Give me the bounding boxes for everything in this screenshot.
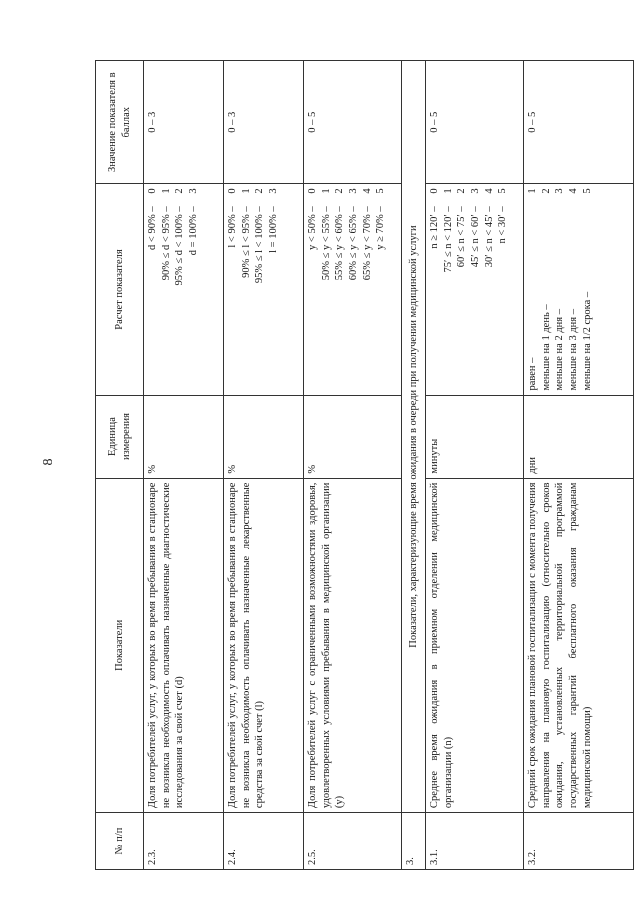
calc-points: 3 xyxy=(554,188,566,194)
calc-points: 4 xyxy=(483,188,495,194)
row-score: 0 – 5 xyxy=(426,61,524,184)
row-number: 2.5. xyxy=(304,813,402,870)
calc-points: 1 xyxy=(527,188,538,194)
calc-points: 2 xyxy=(174,188,186,194)
calc-points: 4 xyxy=(361,188,373,194)
calc-points: 0 xyxy=(307,188,318,194)
calc-points: 0 xyxy=(147,188,158,194)
row-calc xyxy=(224,184,304,395)
calc-points: 4 xyxy=(567,188,579,194)
row-calc xyxy=(524,184,634,395)
table-row xyxy=(304,61,402,870)
section-number: 3. xyxy=(402,813,426,870)
calc-condition: d < 90% – xyxy=(147,206,158,250)
calc-condition: l = 100% – xyxy=(267,206,279,253)
calc-condition: меньше на 2 дня – xyxy=(554,309,566,391)
row-calc xyxy=(426,184,524,395)
calc-condition: n ≥ 120ʹ – xyxy=(429,206,440,249)
calc-condition: n < 30ʹ – xyxy=(497,206,509,244)
row-score: 0 – 5 xyxy=(524,61,634,184)
calc-condition: 95% ≤ l < 100% – xyxy=(254,206,266,284)
header-unit: Единица измерения xyxy=(96,395,144,478)
calc-points: 1 xyxy=(320,188,332,194)
calc-points: 2 xyxy=(334,188,346,194)
row-number: 2.3. xyxy=(144,813,224,870)
calc-points: 2 xyxy=(456,188,468,194)
row-number: 2.4. xyxy=(224,813,304,870)
calc-condition: меньше на 1 день – xyxy=(540,304,552,391)
header-num: № п/п xyxy=(96,813,144,870)
calc-condition: 60% ≤ y < 65% – xyxy=(347,206,359,281)
calc-condition: 65% ≤ y < 70% – xyxy=(361,206,373,281)
calc-points: 2 xyxy=(254,188,266,194)
header-score: Значение показателя в баллах xyxy=(96,61,144,184)
row-indicator: Доля потребителей услуг, у которых во время пребывания в стационаре не возникла необходимость оплачивать назначенные лекарственные средства за свой счет (l) xyxy=(224,478,304,813)
calc-condition: 75ʹ ≤ n < 120ʹ – xyxy=(442,206,454,273)
rotated-table-container xyxy=(95,60,600,870)
row-unit: % xyxy=(224,395,304,478)
calc-condition: 60ʹ ≤ n < 75ʹ – xyxy=(456,206,468,268)
table-row xyxy=(524,61,634,870)
calc-condition: 50% ≤ y < 55% – xyxy=(320,206,332,281)
row-unit: % xyxy=(304,395,402,478)
row-unit: дни xyxy=(524,395,634,478)
row-calc xyxy=(304,184,402,395)
row-unit: минуты xyxy=(426,395,524,478)
calc-points: 5 xyxy=(581,188,593,194)
table-row xyxy=(224,61,304,870)
calc-condition: равен – xyxy=(527,357,538,391)
row-score: 0 – 3 xyxy=(144,61,224,184)
row-score: 0 – 3 xyxy=(224,61,304,184)
row-number: 3.1. xyxy=(426,813,524,870)
header-calc: Расчет показателя xyxy=(96,184,144,395)
calc-condition: l < 90% – xyxy=(227,206,238,248)
indicators-table xyxy=(95,60,634,870)
table-row xyxy=(144,61,224,870)
header-row xyxy=(96,61,144,870)
calc-points: 5 xyxy=(375,188,387,194)
calc-points: 0 xyxy=(227,188,238,194)
row-indicator: Доля потребителей услуг с ограниченными возможностями здоровья, удовлетворенных условиями пребывания в медицинской организации (y) xyxy=(304,478,402,813)
calc-points: 1 xyxy=(442,188,454,194)
row-number: 3.2. xyxy=(524,813,634,870)
table-row xyxy=(426,61,524,870)
calc-points: 1 xyxy=(160,188,172,194)
row-indicator: Среднее время ожидания в приемном отделении медицинской организации (n) xyxy=(426,478,524,813)
page-number: 8 xyxy=(41,458,56,466)
calc-condition: 45ʹ ≤ n < 60ʹ – xyxy=(469,206,481,268)
calc-condition: y < 50% – xyxy=(307,206,318,250)
calc-condition: меньше на 3 дня – xyxy=(567,309,579,391)
calc-condition: 30ʹ ≤ n < 45ʹ – xyxy=(483,206,495,268)
calc-points: 3 xyxy=(469,188,481,194)
calc-points: 2 xyxy=(540,188,552,194)
calc-points: 3 xyxy=(267,188,279,194)
calc-points: 1 xyxy=(240,188,252,194)
row-unit: % xyxy=(144,395,224,478)
calc-condition: 90% ≤ l < 95% – xyxy=(240,206,252,278)
calc-points: 0 xyxy=(429,188,440,194)
row-indicator: Доля потребителей услуг, у которых во время пребывания в стационаре не возникла необходимость оплачивать назначенные диагностические исследования за свой счет (d) xyxy=(144,478,224,813)
calc-condition: 55% ≤ y < 60% – xyxy=(334,206,346,281)
row-score: 0 – 5 xyxy=(304,61,402,184)
calc-condition: 90% ≤ d < 95% – xyxy=(160,206,172,281)
header-indicator: Показатели xyxy=(96,478,144,813)
row-indicator: Средний срок ожидания плановой госпитализации с момента получения направления на плановую госпитализацию (относительно сроков ожидания, установленных территориальной программой государственных гарантий бесплатного оказания гражданам медицинской помощи) xyxy=(524,478,634,813)
calc-points: 5 xyxy=(497,188,509,194)
calc-condition: d = 100% – xyxy=(187,206,199,256)
calc-points: 3 xyxy=(187,188,199,194)
calc-condition: 95% ≤ d < 100% – xyxy=(174,206,186,286)
calc-points: 3 xyxy=(347,188,359,194)
calc-condition: y ≥ 70% – xyxy=(375,206,387,250)
section-row xyxy=(402,61,426,870)
row-calc xyxy=(144,184,224,395)
calc-condition: меньше на 1/2 срока – xyxy=(581,291,593,391)
section-title: Показатели, характеризующие время ожидания в очереди при получении медицинской услуги xyxy=(402,61,426,813)
